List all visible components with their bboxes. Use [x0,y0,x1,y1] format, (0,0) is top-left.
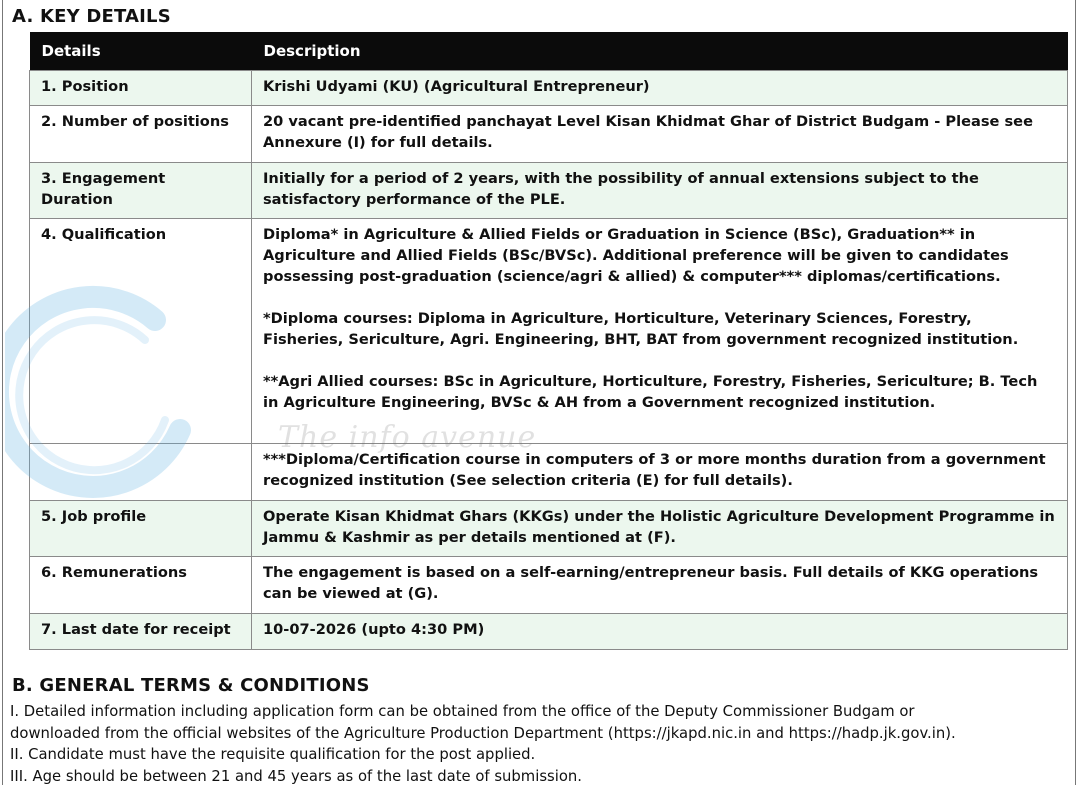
description-text: Krishi Udyami (KU) (Agricultural Entrepreneur) [263,76,1056,97]
row-description [252,163,1068,219]
column-header-description: Description [252,32,1068,71]
description-text: The engagement is based on a self-earning/entrepreneur basis. Full details of KKG operations can be viewed at (G). [263,562,1056,604]
terms-line: III. Age should be between 21 and 45 years as of the last date of submission. [10,766,1078,787]
row-label: 5. Job profile [30,501,252,557]
section-a-heading: A. KEY DETAILS [12,6,171,27]
computer-footnote: ***Diploma/Certification course in computers of 3 or more months duration from a government recognized institution (See selection criteria (E) for full details). [263,449,1056,491]
terms-line: I. Detailed information including application form can be obtained from the office of the Deputy Commissioner Budgam or [10,701,1078,723]
description-text: 20 vacant pre-identified panchayat Level Kisan Khidmat Ghar of District Budgam - Please see Annexure (I) for full details. [263,111,1056,153]
row-label: 2. Number of positions [30,106,252,163]
column-header-details: Details [30,32,252,71]
table-row [30,219,1068,444]
row-description [252,219,1068,444]
row-description [252,501,1068,557]
terms-line: downloaded from the official websites of the Agriculture Production Department (https://jkapd.nic.in and https://hadp.jk.gov.in). [10,723,1078,745]
watermark-text: The info avenue [278,420,536,455]
terms-list [10,701,1078,787]
terms-line: II. Candidate must have the requisite qualification for the post applied. [10,744,1078,766]
table-row [30,501,1068,557]
row-label: 4. Qualification [30,219,252,444]
row-label [30,444,252,501]
row-description [252,614,1068,650]
table-row [30,163,1068,219]
table-header-row [30,32,1068,71]
description-text: Diploma* in Agriculture & Allied Fields or Graduation in Science (BSc), Graduation** in Agriculture and Allied Fields (BSc/BVSc). Additional preference will be given to candidates possessing post-graduation (science/agri & allied) & computer*** diplomas/certifications. [263,224,1056,287]
key-details-table [29,32,1068,650]
section-b-heading: B. GENERAL TERMS & CONDITIONS [12,675,370,696]
description-text: 10-07-2026 (upto 4:30 PM) [263,619,1056,640]
row-label: 7. Last date for receipt [30,614,252,650]
description-text: Operate Kisan Khidmat Ghars (KKGs) under the Holistic Agriculture Development Programme in Jammu & Kashmir as per details mentioned at (F). [263,506,1056,548]
table-row [30,106,1068,163]
row-description [252,106,1068,163]
table-row [30,71,1068,106]
row-label: 3. Engagement Duration [30,163,252,219]
row-label: 6. Remunerations [30,557,252,614]
table-row [30,557,1068,614]
table-row [30,444,1068,501]
row-label: 1. Position [30,71,252,106]
description-text: Initially for a period of 2 years, with the possibility of annual extensions subject to the satisfactory performance of the PLE. [263,168,1056,210]
row-description [252,71,1068,106]
allied-footnote: **Agri Allied courses: BSc in Agriculture, Horticulture, Forestry, Fisheries, Sericulture; B. Tech in Agriculture Engineering, BVSc & AH from a Government recognized institution. [263,371,1056,413]
row-description [252,444,1068,501]
row-description [252,557,1068,614]
diploma-footnote: *Diploma courses: Diploma in Agriculture, Horticulture, Veterinary Sciences, Forestry, Fisheries, Sericulture, Agri. Engineering, BHT, BAT from government recognized institution. [263,308,1056,350]
table-row [30,614,1068,650]
